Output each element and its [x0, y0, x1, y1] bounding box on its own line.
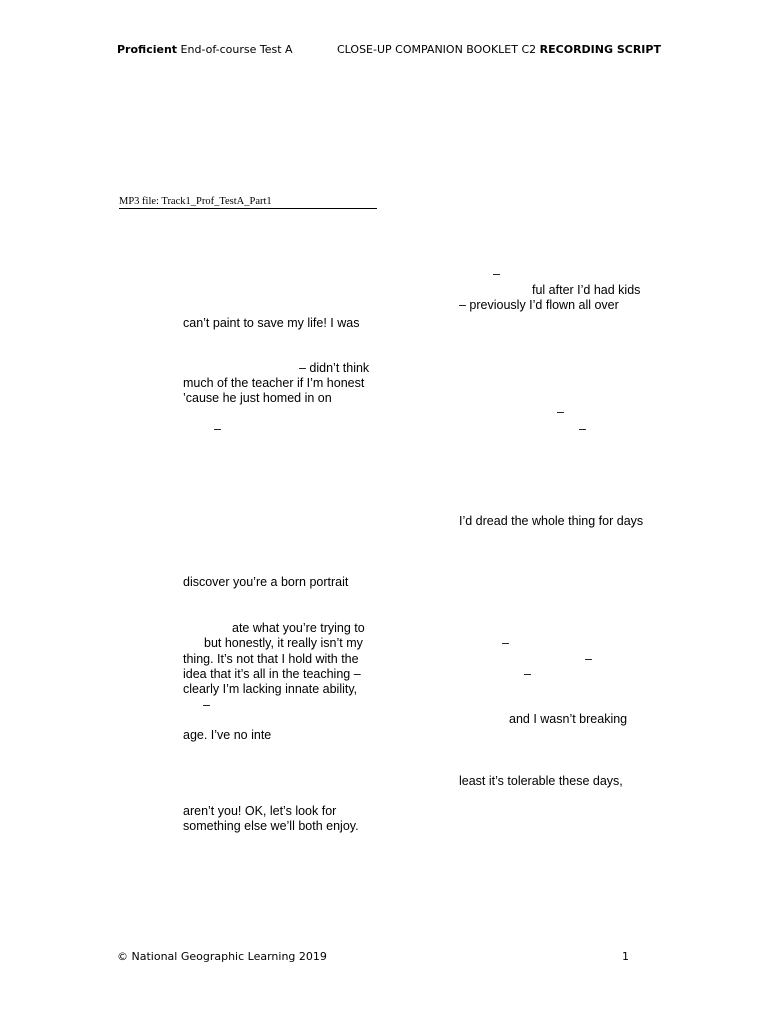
right-line: I’d dread the whole thing for days: [459, 514, 644, 528]
running-header-left: [117, 43, 293, 56]
left-line: much of the teacher if I’m honest: [183, 376, 365, 390]
right-line: –: [493, 267, 500, 281]
right-line: – previously I’d flown all over: [459, 298, 619, 312]
booklet-title: CLOSE-UP COMPANION BOOKLET C2: [337, 43, 540, 56]
right-line: –: [585, 652, 592, 666]
left-line: ’cause he just homed in on: [183, 391, 332, 405]
left-line: discover you’re a born portrait: [183, 575, 349, 589]
left-line: something else we’ll both enjoy.: [183, 819, 359, 833]
left-line: ate what you’re trying to: [232, 621, 365, 635]
left-line: can’t paint to save my life! I was: [183, 316, 360, 330]
left-line: age. I’ve no inte: [183, 728, 272, 742]
right-line: –: [579, 422, 586, 436]
left-line: –: [203, 698, 210, 712]
copyright-footer: © National Geographic Learning 2019: [117, 950, 327, 963]
left-line: – didn’t think: [299, 361, 370, 375]
level-label: Proficient: [117, 43, 178, 56]
right-line: least it’s tolerable these days,: [459, 774, 623, 788]
mp3-file-label: MP3 file: Track1_Prof_TestA_Part1: [119, 196, 377, 209]
left-line: aren’t you! OK, let’s look for: [183, 804, 337, 818]
right-line: and I wasn’t breaking: [509, 712, 628, 726]
left-line: –: [214, 422, 221, 436]
left-line: idea that it’s all in the teaching –: [183, 667, 361, 681]
left-line: but honestly, it really isn’t my: [204, 636, 363, 650]
left-line: thing. It’s not that I hold with the: [183, 652, 359, 666]
right-line: ful after I’d had kids: [532, 283, 641, 297]
left-line: clearly I’m lacking innate ability,: [183, 682, 358, 696]
right-line: –: [524, 667, 531, 681]
test-title: End-of-course Test A: [177, 43, 293, 56]
script-label: RECORDING SCRIPT: [539, 43, 661, 56]
running-header-right: [337, 43, 661, 56]
right-line: –: [502, 636, 509, 650]
page-number: 1: [622, 950, 629, 963]
right-line: –: [557, 405, 564, 419]
